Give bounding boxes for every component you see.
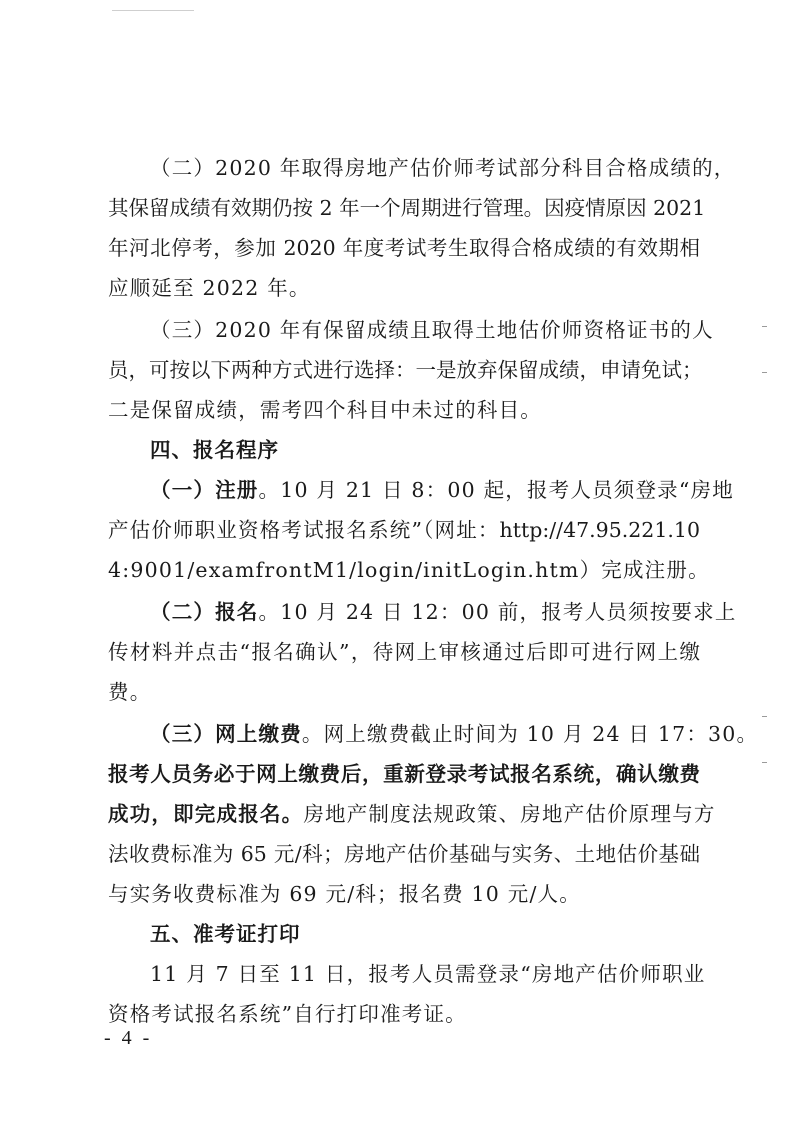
margin-tick: [762, 326, 767, 327]
text-line: [108, 470, 734, 510]
text-line: [108, 592, 737, 632]
text-line: 11 月 7 日至 11 日，报考人员需登录“房地产估价师职业: [150, 962, 706, 986]
section-heading-admission-ticket: 五、准考证打印: [150, 922, 301, 946]
text-line: [108, 714, 759, 754]
paragraph-register: [108, 470, 734, 590]
lead-bold: （一）注册: [150, 478, 259, 502]
paragraph-2020-partial-scores: [108, 148, 736, 308]
text-line: 法收费标准为 65 元/科；房地产估价基础与实务、土地估价基础: [108, 842, 700, 866]
text-span: 。网上缴费截止时间为 10 月 24 日 17：30。: [301, 722, 759, 746]
text-line: [108, 794, 716, 834]
text-line: （三）2020 年有保留成绩且取得土地估价师资格证书的人: [150, 318, 714, 342]
text-line: 其保留成绩有效期仍按 2 年一个周期进行管理。因疫情原因 2021: [108, 196, 706, 220]
section-heading-registration-procedure: 四、报名程序: [150, 438, 279, 462]
text-line: 产估价师职业资格考试报名系统”（网址：http://47.95.221.10: [108, 518, 700, 542]
text-line: 年河北停考，参加 2020 年度考试考生取得合格成绩的有效期相: [108, 236, 700, 260]
text-line: 应顺延至 2022 年。: [108, 276, 311, 300]
text-span: 。10 月 24 日 12：00 前，报考人员须按要求上: [258, 600, 737, 624]
text-line-bold: 报考人员务必于网上缴费后，重新登录考试报名系统，确认缴费: [108, 762, 700, 786]
text-line: 费。: [108, 680, 152, 704]
margin-tick: [762, 716, 767, 717]
lead-bold: （三）网上缴费: [150, 722, 302, 746]
margin-tick: [762, 372, 767, 373]
text-span: 。10 月 21 日 8：00 起，报考人员须登录“房地: [258, 478, 734, 502]
margin-tick: [762, 762, 767, 763]
text-line: 二是保留成绩，需考四个科目中未过的科目。: [108, 398, 542, 422]
paragraph-land-appraiser-choice: [108, 310, 714, 430]
text-line: 员，可按以下两种方式进行选择：一是放弃保留成绩，申请免试；: [108, 358, 703, 382]
bold-span: 成功，即完成报名。: [108, 802, 304, 826]
paragraph-sign-up: [108, 592, 737, 712]
text-span: 房地产制度法规政策、房地产估价原理与方: [303, 802, 716, 826]
text-line: 传材料并点击“报名确认”，待网上审核通过后即可进行网上缴: [108, 640, 700, 664]
text-line: 资格考试报名系统”自行打印准考证。: [108, 1002, 467, 1026]
text-line: （二）2020 年取得房地产估价师考试部分科目合格成绩的，: [150, 156, 736, 180]
paragraph-print-ticket: [108, 954, 706, 1034]
text-line: 与实务收费标准为 69 元/科；报名费 10 元/人。: [108, 882, 581, 906]
lead-bold: （二）报名: [150, 600, 259, 624]
paragraph-online-payment: [108, 714, 759, 914]
page-number: - 4 -: [104, 1027, 153, 1049]
document-body: [108, 148, 759, 1034]
top-scan-rule: [112, 10, 194, 11]
text-line: 4:9001/examfrontM1/login/initLogin.htm）完成注册。: [108, 558, 710, 582]
